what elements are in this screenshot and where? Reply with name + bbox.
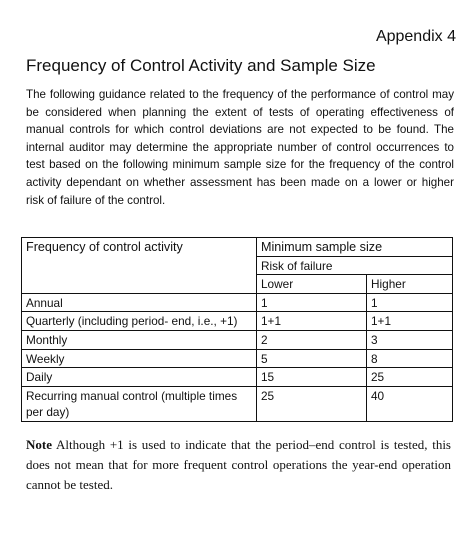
note-text: Although +1 is used to indicate that the period–end control is tested, this does not mean that for more frequent control operations the year-end operation cannot be tested. [26, 437, 451, 492]
table-row [22, 349, 453, 368]
lower-cell: 5 [257, 349, 367, 368]
page-title: Frequency of Control Activity and Sample Size [26, 56, 376, 75]
table-row [22, 368, 453, 387]
table-header-row [22, 238, 453, 257]
table-row [22, 312, 453, 331]
sample-size-column-header: Minimum sample size [257, 238, 453, 257]
higher-cell: 25 [367, 368, 453, 387]
frequency-cell: Weekly [22, 349, 257, 368]
higher-cell: 40 [367, 386, 453, 421]
risk-of-failure-header: Risk of failure [257, 256, 453, 275]
higher-risk-header: Higher [367, 275, 453, 294]
table-row [22, 386, 453, 421]
lower-risk-header: Lower [257, 275, 367, 294]
lower-cell: 15 [257, 368, 367, 387]
lower-cell: 2 [257, 330, 367, 349]
higher-cell: 3 [367, 330, 453, 349]
appendix-label: Appendix 4 [375, 28, 456, 45]
lower-cell: 1 [257, 293, 367, 312]
higher-cell: 1 [367, 293, 453, 312]
note-paragraph [26, 435, 451, 495]
lower-cell: 25 [257, 386, 367, 421]
table-row [22, 330, 453, 349]
table-row [22, 293, 453, 312]
higher-cell: 1+1 [367, 312, 453, 331]
frequency-cell: Monthly [22, 330, 257, 349]
frequency-cell: Recurring manual control (multiple times per day) [22, 386, 257, 421]
frequency-cell: Annual [22, 293, 257, 312]
frequency-cell: Quarterly (including period- end, i.e., +1) [22, 312, 257, 331]
intro-paragraph: The following guidance related to the frequency of the performance of control may be considered when planning the extent of tests of operating effectiveness of manual controls for which control deviations are not expected to be found. The internal auditor may determine the appropriate number of control occurrences to test based on the following minimum sample size for the frequency of the control activity dependant on whether assessment has been made on a lower or higher risk of failure of the control. [26, 88, 454, 207]
note-label: Note [26, 437, 52, 452]
frequency-cell: Daily [22, 368, 257, 387]
sample-size-table [21, 237, 453, 422]
frequency-column-header: Frequency of control activity [22, 238, 257, 294]
lower-cell: 1+1 [257, 312, 367, 331]
page-corner-mark [414, 0, 474, 4]
higher-cell: 8 [367, 349, 453, 368]
